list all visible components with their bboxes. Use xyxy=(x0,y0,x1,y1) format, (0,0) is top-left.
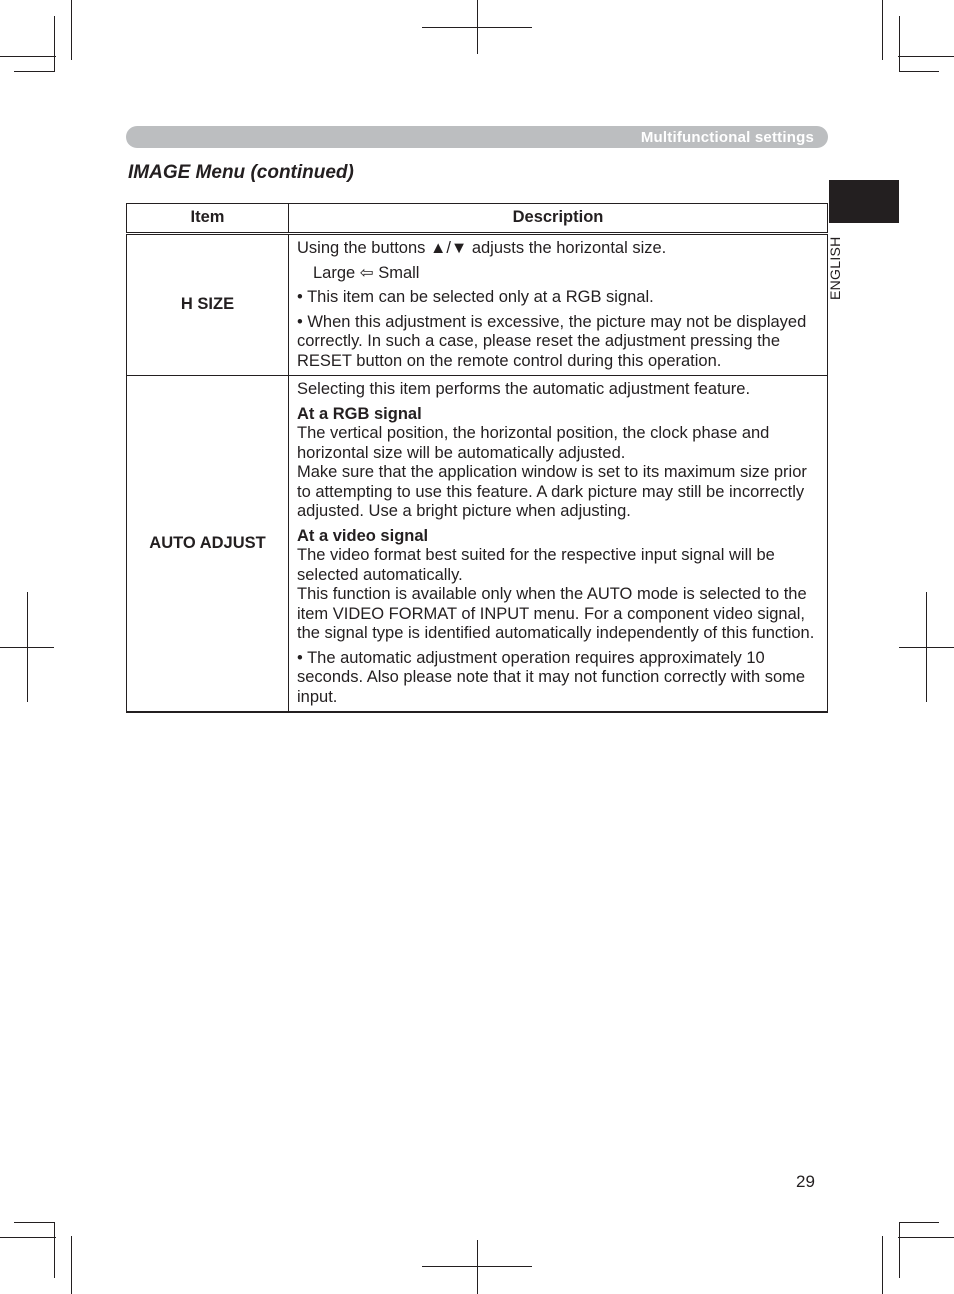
item-name: H SIZE xyxy=(127,234,289,376)
description-note: • The automatic adjustment operation requires approximately 10 seconds. Also please note that it may not function correctly with some input. xyxy=(297,648,806,706)
table-row-h-size xyxy=(127,234,828,376)
language-label: ENGLISH xyxy=(827,236,843,300)
description-line: Large ⇦ Small xyxy=(313,263,420,282)
section-header-bar xyxy=(126,126,828,148)
description-line: Make sure that the application window is set to its maximum size prior to attempting to use this feature. A dark picture may still be incorrectly adjusted. Use a bright picture when adjusting. xyxy=(297,463,807,520)
subheading-video-signal: At a video signal xyxy=(297,526,429,545)
description-note: • When this adjustment is excessive, the picture may not be displayed correctly. In such a case, please reset the adjustment pressing the RESET button on the remote control during this operation. xyxy=(297,312,807,370)
column-header-item: Item xyxy=(127,204,289,234)
item-description xyxy=(289,234,828,376)
image-menu-table xyxy=(126,203,828,713)
page-number: 29 xyxy=(796,1172,815,1191)
subheading-rgb-signal: At a RGB signal xyxy=(297,404,422,423)
table-row-auto-adjust xyxy=(127,376,828,713)
table-header-row xyxy=(127,204,828,234)
item-name: AUTO ADJUST xyxy=(127,376,289,713)
description-line: The vertical position, the horizontal position, the clock phase and horizontal size will be automatically adjusted. xyxy=(297,424,770,462)
description-line: Using the buttons ▲/▼ adjusts the horizontal size. xyxy=(297,239,667,257)
item-description xyxy=(289,376,828,713)
description-line: The video format best suited for the respective input signal will be selected automatically. xyxy=(297,546,775,584)
description-note: • This item can be selected only at a RGB signal. xyxy=(297,288,654,306)
description-line: This function is available only when the AUTO mode is selected to the item VIDEO FORMAT of INPUT menu. For a component video signal, the signal type is identified automatically independently of this function. xyxy=(297,585,815,642)
column-header-description: Description xyxy=(289,204,828,234)
page-title: IMAGE Menu (continued) xyxy=(128,162,354,183)
description-line: Selecting this item performs the automatic adjustment feature. xyxy=(297,380,751,398)
language-tab-marker xyxy=(829,180,899,223)
section-title: Multifunctional settings xyxy=(640,129,814,146)
